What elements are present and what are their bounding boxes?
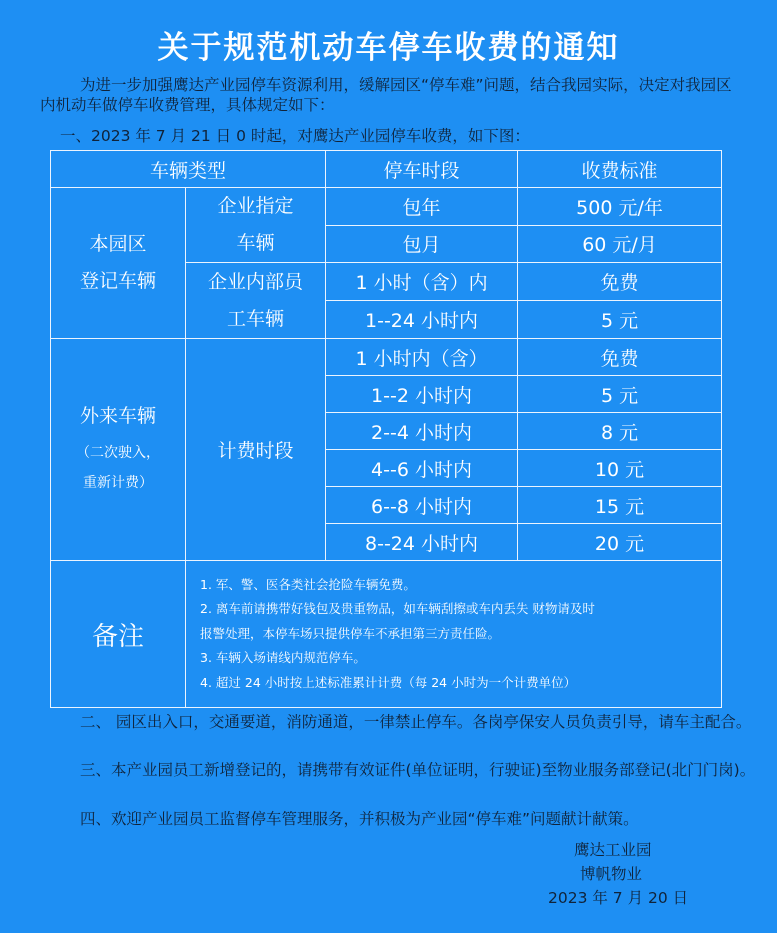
designated-vehicle-label: 企业指定 车辆 — [186, 188, 326, 263]
remark-item: 4. 超过 24 小时按上述标准累计计费（每 24 小时为一个计费单位） — [200, 674, 577, 690]
fee-cell: 15 元 — [518, 487, 722, 524]
remark-item: 报警处理，本停车场只提供停车不承担第三方责任险。 — [200, 625, 501, 641]
fee-cell: 500 元/年 — [518, 188, 722, 226]
remarks-list — [186, 561, 722, 708]
intro-paragraph: 为进一步加强鹰达产业园停车资源利用，缓解园区“停车难”问题，结合我园实际，决定对我园区内机动车做停车收费管理，具体规定如下： — [40, 76, 732, 114]
section-3-text: 三、本产业园员工新增登记的，请携带有效证件(单位证明，行驶证)至物业服务部登记(北门门岗)。 — [80, 761, 756, 779]
outside-vehicle-group — [51, 339, 186, 561]
period-cell: 2--4 小时内 — [326, 413, 518, 450]
period-cell: 包年 — [326, 188, 518, 226]
local-vehicle-group: 本园区 登记车辆 — [51, 188, 186, 339]
fee-table — [50, 150, 722, 708]
table-row — [51, 188, 722, 226]
fee-cell: 10 元 — [518, 450, 722, 487]
section-4-text: 四、欢迎产业园员工监督停车管理服务，并积极为产业园“停车难”问题献计献策。 — [80, 810, 639, 828]
notice-title: 关于规范机动车停车收费的通知 — [157, 30, 620, 66]
period-cell: 6--8 小时内 — [326, 487, 518, 524]
remarks-row — [51, 561, 722, 708]
signature-org: 鹰达工业园 — [574, 841, 652, 859]
fee-cell: 免费 — [518, 339, 722, 376]
outside-vehicle-label: 外来车辆 — [79, 405, 156, 427]
header-period: 停车时段 — [326, 151, 518, 188]
signature-dept: 博帆物业 — [580, 865, 643, 883]
period-cell: 1--24 小时内 — [326, 301, 518, 339]
fee-cell: 60 元/月 — [518, 225, 722, 263]
period-cell: 1 小时内（含） — [326, 339, 518, 376]
remark-item: 2. 离车前请携带好钱包及贵重物品，如车辆刮擦或车内丢失 财物请及时 — [200, 601, 595, 617]
staff-vehicle-label: 企业内部员 工车辆 — [186, 263, 326, 339]
fee-cell: 20 元 — [518, 524, 722, 561]
billing-period-label: 计费时段 — [186, 339, 326, 561]
period-cell: 8--24 小时内 — [326, 524, 518, 561]
period-cell: 4--6 小时内 — [326, 450, 518, 487]
table-row — [51, 339, 722, 376]
table-header-row — [51, 151, 722, 188]
outside-vehicle-note: （二次驶入， 重新计费） — [76, 445, 160, 491]
period-cell: 1--2 小时内 — [326, 376, 518, 413]
remarks-label: 备注 — [51, 561, 186, 708]
fee-cell: 5 元 — [518, 301, 722, 339]
remark-item: 1. 军、警、医各类社会抢险车辆免费。 — [200, 576, 416, 592]
header-vehicle-type: 车辆类型 — [51, 151, 326, 188]
section-2-text: 二、 园区出入口，交通要道，消防通道，一律禁止停车。各岗亭保安人员负责引导，请车主配合。 — [80, 713, 752, 731]
section-1-text: 一、2023 年 7 月 21 日 0 时起，对鹰达产业园停车收费，如下图： — [60, 127, 530, 145]
period-cell: 1 小时（含）内 — [326, 263, 518, 301]
fee-cell: 免费 — [518, 263, 722, 301]
header-fee: 收费标准 — [518, 151, 722, 188]
signature-date: 2023 年 7 月 20 日 — [548, 889, 689, 907]
fee-cell: 5 元 — [518, 376, 722, 413]
period-cell: 包月 — [326, 225, 518, 263]
fee-cell: 8 元 — [518, 413, 722, 450]
remark-item: 3. 车辆入场请线内规范停车。 — [200, 650, 366, 666]
